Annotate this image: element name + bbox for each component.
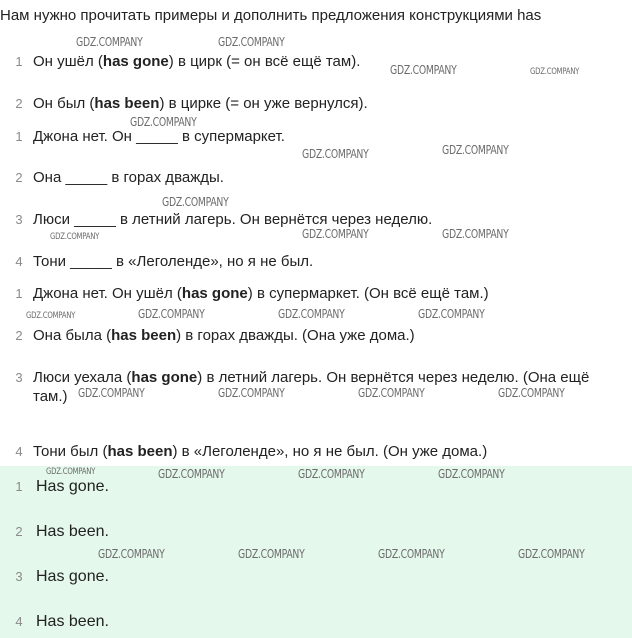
example-text: Он был (has been) в цирке (= он уже вернулся). xyxy=(33,95,368,112)
watermark: GDZ.COMPANY xyxy=(530,67,580,77)
watermark: GDZ.COMPANY xyxy=(518,547,585,561)
task-heading: Нам нужно прочитать примеры и дополнить предложения конструкциями has xyxy=(0,7,542,24)
exercise-text: Джона нет. Он _____ в супермаркет. xyxy=(33,128,285,145)
answer-number: 1 xyxy=(15,479,23,494)
watermark: GDZ.COMPANY xyxy=(158,467,225,481)
example-text: Он ушёл (has gone) в цирк (= он всё ещё там). xyxy=(33,53,361,70)
watermark: GDZ.COMPANY xyxy=(442,143,509,157)
watermark: GDZ.COMPANY xyxy=(418,307,485,321)
answer-text: Has been. xyxy=(36,613,109,630)
answer-number: 2 xyxy=(15,524,23,539)
exercise-number: 3 xyxy=(15,212,23,227)
example-number: 2 xyxy=(15,96,23,111)
exercise-number: 4 xyxy=(15,254,23,269)
watermark: GDZ.COMPANY xyxy=(26,311,76,321)
watermark: GDZ.COMPANY xyxy=(46,467,96,477)
watermark: GDZ.COMPANY xyxy=(302,227,369,241)
watermark: GDZ.COMPANY xyxy=(498,386,565,400)
watermark: GDZ.COMPANY xyxy=(238,547,305,561)
watermark: GDZ.COMPANY xyxy=(278,307,345,321)
completed-number: 1 xyxy=(15,286,23,301)
exercise-text: Тони _____ в «Леголенде», но я не был. xyxy=(33,253,314,270)
exercise-number: 2 xyxy=(15,170,23,185)
watermark: GDZ.COMPANY xyxy=(390,63,457,77)
watermark: GDZ.COMPANY xyxy=(298,467,365,481)
example-number: 1 xyxy=(15,54,23,69)
exercise-text: Она _____ в горах дважды. xyxy=(33,169,224,186)
answer-text: Has gone. xyxy=(36,478,109,495)
watermark: GDZ.COMPANY xyxy=(442,227,509,241)
completed-number: 4 xyxy=(15,444,23,459)
exercise-text: Люси _____ в летний лагерь. Он вернётся через неделю. xyxy=(33,211,433,228)
watermark: GDZ.COMPANY xyxy=(98,547,165,561)
completed-text: Люси уехала (has gone) в летний лагерь. Он вернётся через неделю. (Она ещё там.) xyxy=(33,369,590,405)
answer-text: Has gone. xyxy=(36,568,109,585)
answer-number: 3 xyxy=(15,569,23,584)
completed-text: Тони был (has been) в «Леголенде», но я не был. (Он уже дома.) xyxy=(33,443,488,460)
exercise-number: 1 xyxy=(15,129,23,144)
watermark: GDZ.COMPANY xyxy=(358,386,425,400)
watermark: GDZ.COMPANY xyxy=(78,386,145,400)
watermark: GDZ.COMPANY xyxy=(218,386,285,400)
watermark: GDZ.COMPANY xyxy=(218,35,285,49)
watermark: GDZ.COMPANY xyxy=(162,195,229,209)
completed-number: 3 xyxy=(15,370,23,385)
watermark: GDZ.COMPANY xyxy=(76,35,143,49)
watermark: GDZ.COMPANY xyxy=(378,547,445,561)
answer-text: Has been. xyxy=(36,523,109,540)
watermark: GDZ.COMPANY xyxy=(138,307,205,321)
watermark: GDZ.COMPANY xyxy=(302,147,369,161)
watermark: GDZ.COMPANY xyxy=(50,232,100,242)
completed-text: Джона нет. Он ушёл (has gone) в супермаркет. (Он всё ещё там.) xyxy=(33,285,489,302)
completed-number: 2 xyxy=(15,328,23,343)
watermark: GDZ.COMPANY xyxy=(130,115,197,129)
answer-number: 4 xyxy=(15,614,23,629)
completed-text: Она была (has been) в горах дважды. (Она уже дома.) xyxy=(33,327,415,344)
watermark: GDZ.COMPANY xyxy=(438,467,505,481)
